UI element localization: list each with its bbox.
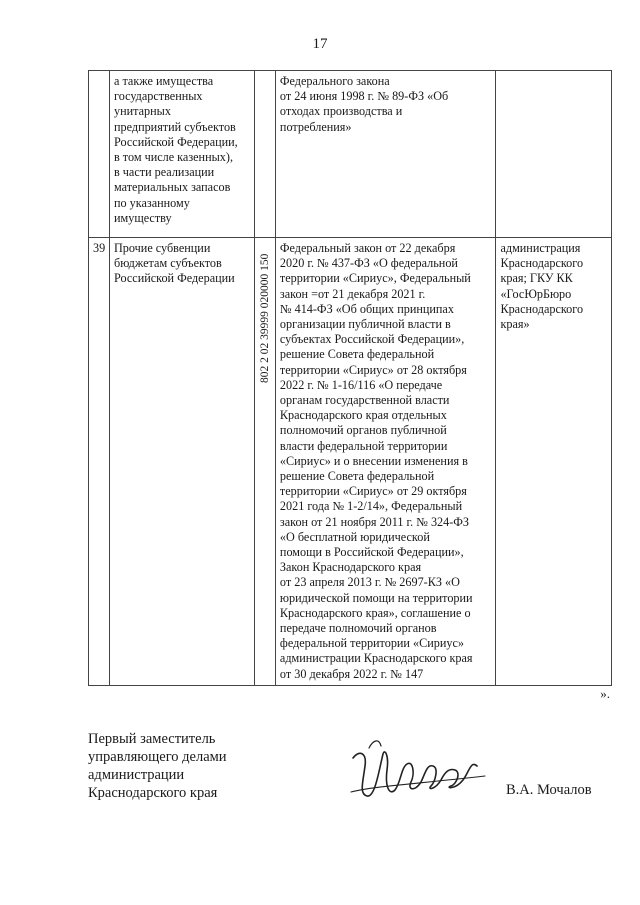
signatory-name: В.А. Мочалов [506,782,592,798]
table-row [89,71,612,238]
budget-classification-code: 802 2 02 39999 020000 150 [258,253,271,383]
page-number: 17 [312,36,328,52]
administrator: администрация Краснодарского края; ГКУ КК «ГосЮрБюро Краснодарского края» [500,241,584,332]
table-row [89,238,612,686]
item-name: а также имущества государственных унитарных предприятий субъектов Российской Федерации, в том числе казенных), в части реализации материальных запасов по указанному имуществу [114,74,238,225]
handwritten-signature [345,730,495,805]
legal-basis-cell [275,238,496,686]
legal-basis-cell [275,71,496,238]
signatory-position: Первый заместитель управляющего делами администрации Краснодарского края [88,731,227,801]
legal-basis: Федеральный закон от 22 декабря 2020 г. № 437-ФЗ «О федеральной территории «Сириус», Федеральный закон =от 21 декабря 2021 г. № 414-ФЗ «Об общих принципах организации публичной власти в субъектах Российской Федерации», решение Совета федеральной территории «Сириус» от 28 октября 2022 г. № 1-16/116 «О передаче органам государственной власти Краснодарского края отдельных полномочий органов публичной власти федеральной территории «Сириус» и о внесении изменения в решение Совета федеральной территории «Сириус» от 29 октября 2021 года № 1-2/14», Федеральный закон от 21 ноября 2011 г. № 324-ФЗ «О бесплатной юридической помощи в Российской Федерации», Закон Краснодарского края от 23 апреля 2013 г. № 2697-КЗ «О юридической помощи на территории Краснодарского края», соглашение о передаче полномочий органов федеральной территории «Сириус» администрации Краснодарского края от 30 декабря 2022 г. № 147 [279,241,473,681]
item-name: Прочие субвенции бюджетам субъектов Российской Федерации [114,241,235,286]
item-name-cell [110,238,255,686]
budget-code-cell [254,71,275,238]
administrator-cell [496,238,612,686]
legal-basis: Федерального закона от 24 июня 1998 г. № 89-ФЗ «Об отходах производства и потребления» [279,74,449,134]
row-number-cell: 39 [89,238,110,686]
closing-quote-mark: ». [600,686,610,701]
budget-table [88,70,612,686]
row-number-cell [89,71,110,238]
item-name-cell [110,71,255,238]
budget-code-cell [254,238,275,686]
administrator-cell [496,71,612,238]
